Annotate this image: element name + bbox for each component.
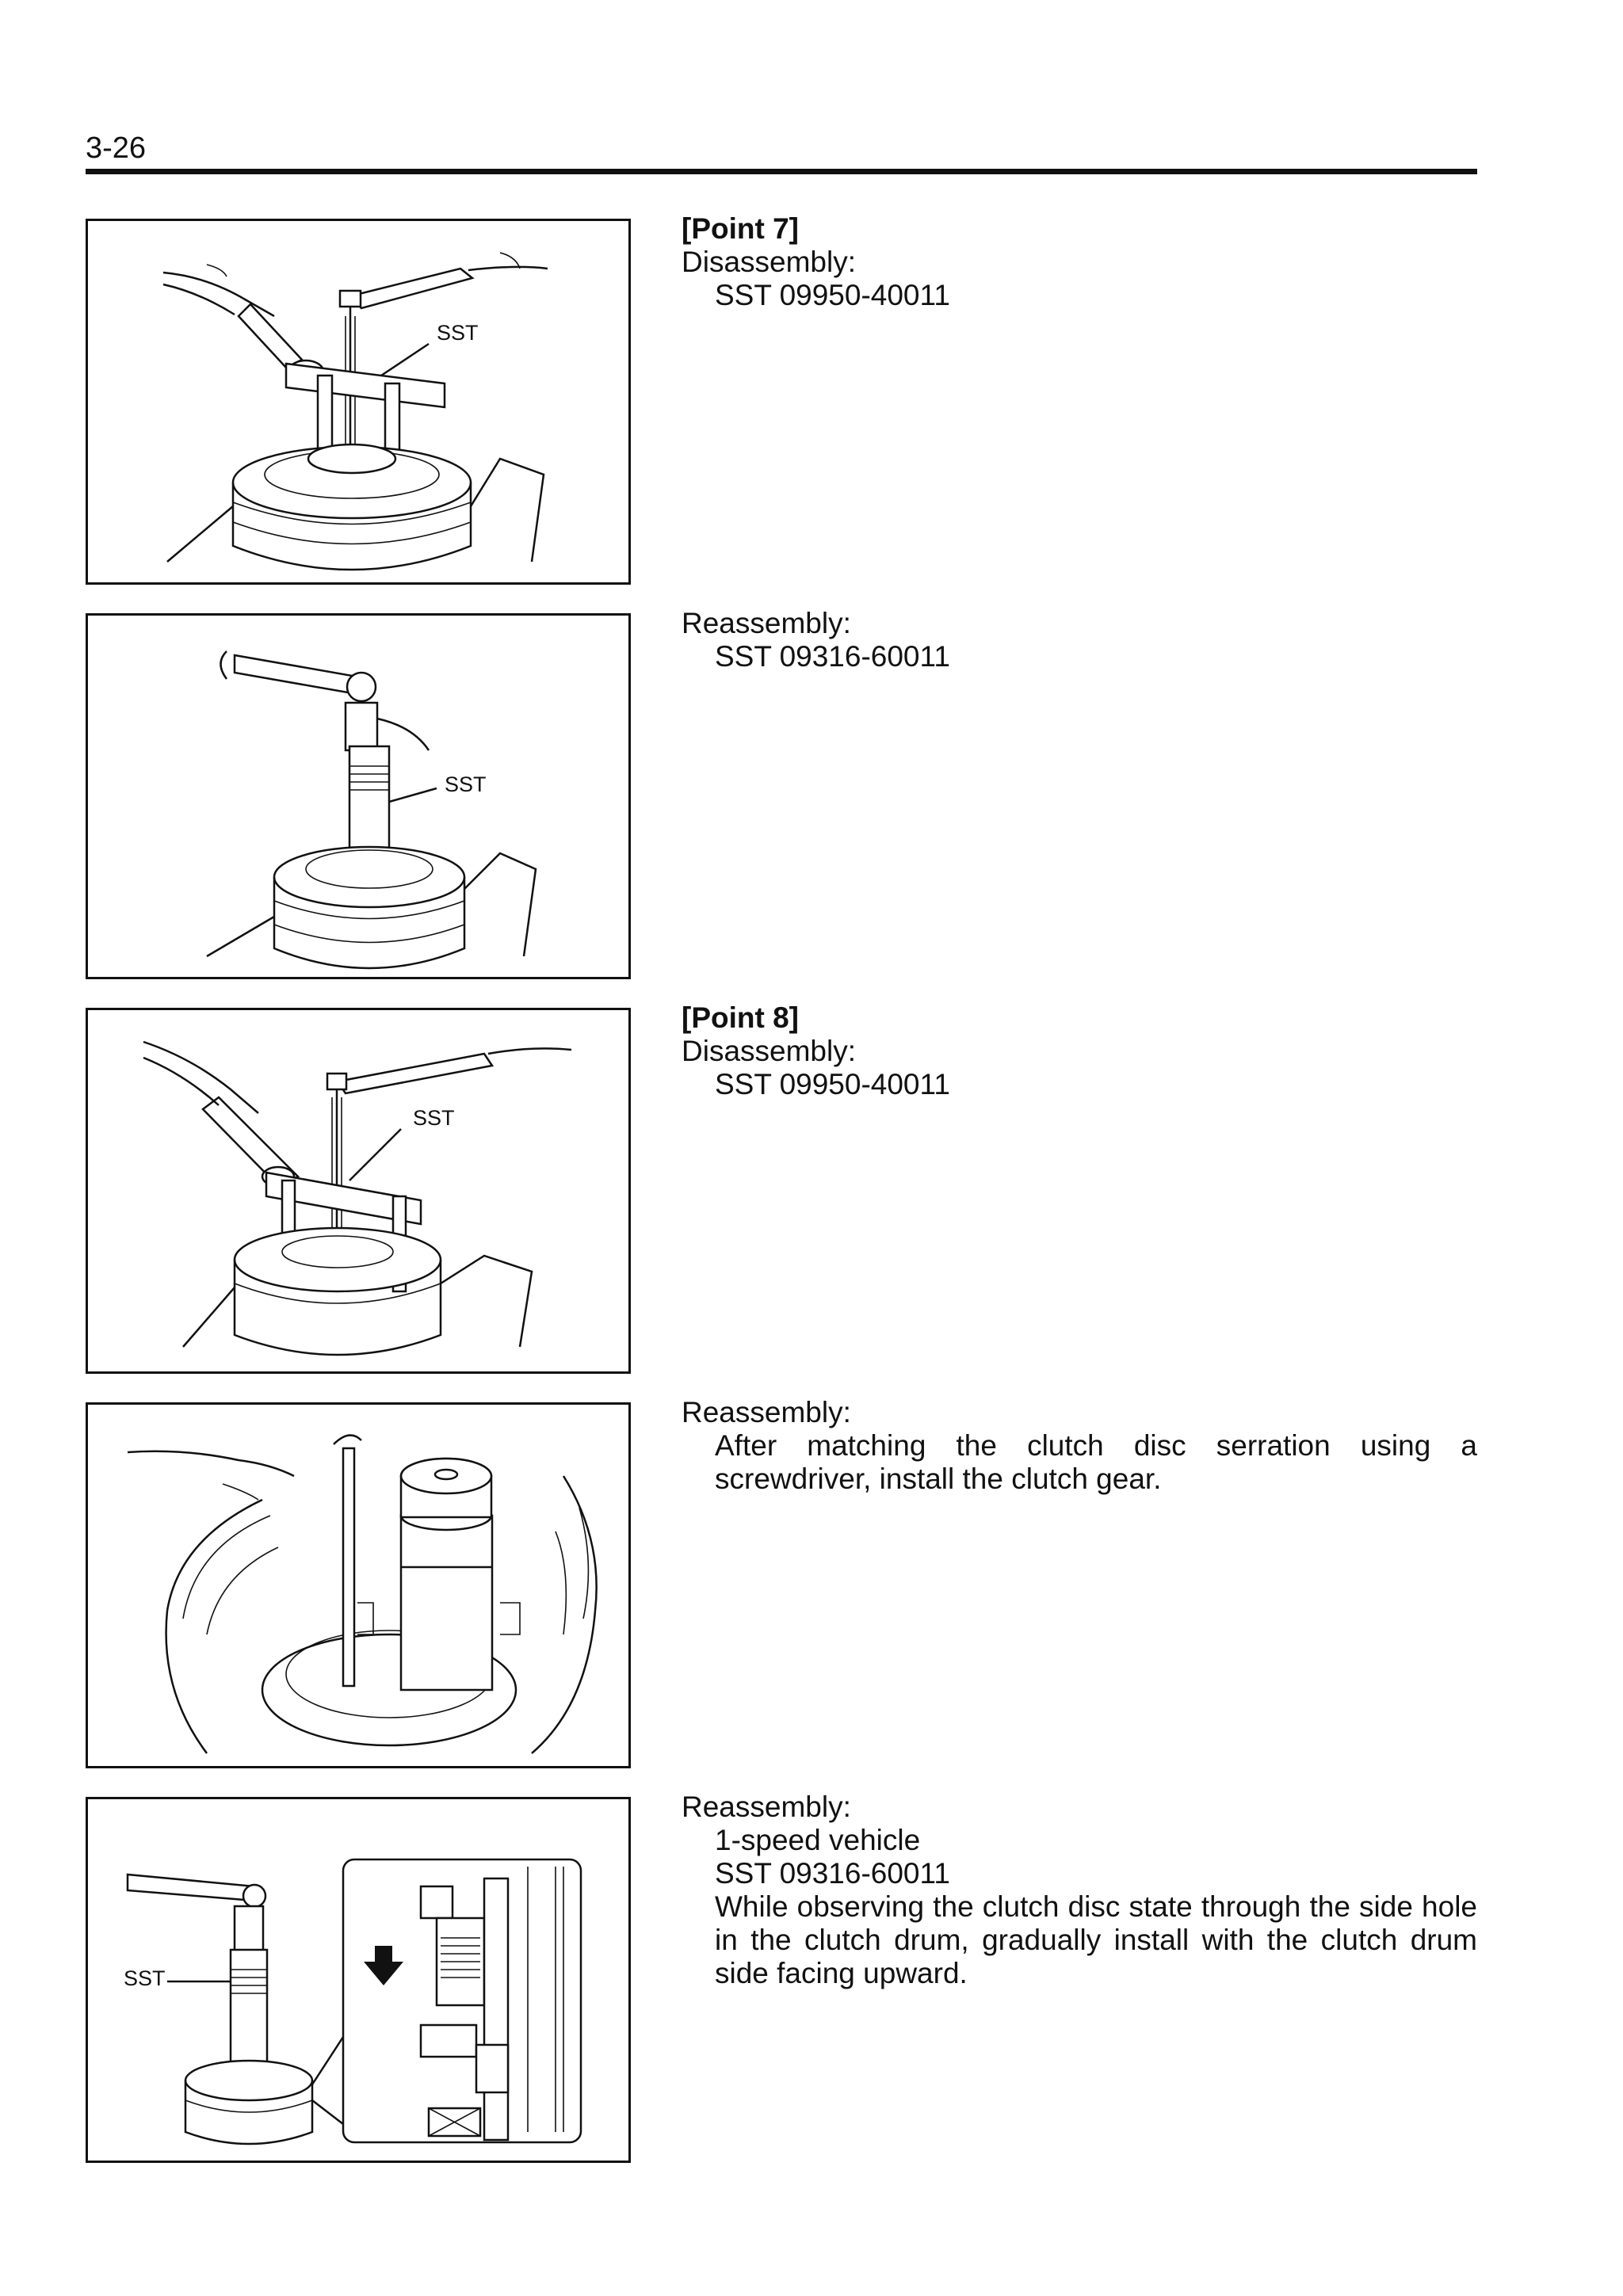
section-point7-reassembly (682, 607, 1477, 673)
sst-label: SST (445, 772, 487, 796)
section-line: Reassembly: (682, 1791, 851, 1823)
section-point8-disassembly (682, 1001, 1477, 1101)
puller-illustration (88, 221, 628, 582)
header-rule (86, 169, 1477, 174)
press-and-cross-section-illustration (88, 1799, 628, 2161)
section-line: Reassembly: (682, 607, 851, 639)
figure-point7-reassembly (86, 613, 631, 979)
puller-illustration (88, 1010, 628, 1371)
press-illustration (88, 616, 628, 977)
section-heading: [Point 7] (682, 212, 799, 245)
section-heading: [Point 8] (682, 1001, 799, 1034)
section-point7-disassembly (682, 212, 1477, 312)
figure-clutch-drum-reassembly (86, 1797, 631, 2163)
section-line: SST 09316-60011 (715, 640, 950, 673)
sst-label: SST (413, 1106, 455, 1130)
section-clutch-drum-reassembly (682, 1791, 1477, 1990)
section-line: SST 09950-40011 (715, 1068, 950, 1100)
section-point8-reassembly (682, 1396, 1477, 1496)
section-line: 1-speed vehicle (715, 1824, 921, 1856)
section-line: While observing the clutch disc state through the side hole in the clutch drum, gradually install with the clutch drum side facing upward. (715, 1890, 1477, 1989)
sst-label: SST (437, 321, 479, 345)
figure-point7-disassembly (86, 219, 631, 585)
figure-point8-reassembly (86, 1402, 631, 1768)
figure-point8-disassembly (86, 1008, 631, 1374)
section-line: SST 09950-40011 (715, 279, 950, 311)
section-line: Disassembly: (682, 1035, 856, 1067)
sst-label: SST (124, 1966, 166, 1990)
section-line: Disassembly: (682, 246, 856, 278)
page-number: 3-26 (86, 132, 147, 165)
section-line: SST 09316-60011 (715, 1857, 950, 1890)
section-line: Reassembly: (682, 1396, 851, 1428)
section-line: After matching the clutch disc serration using a screwdriver, install the clutch gear. (715, 1429, 1477, 1495)
clutch-screwdriver-illustration (88, 1405, 628, 1766)
